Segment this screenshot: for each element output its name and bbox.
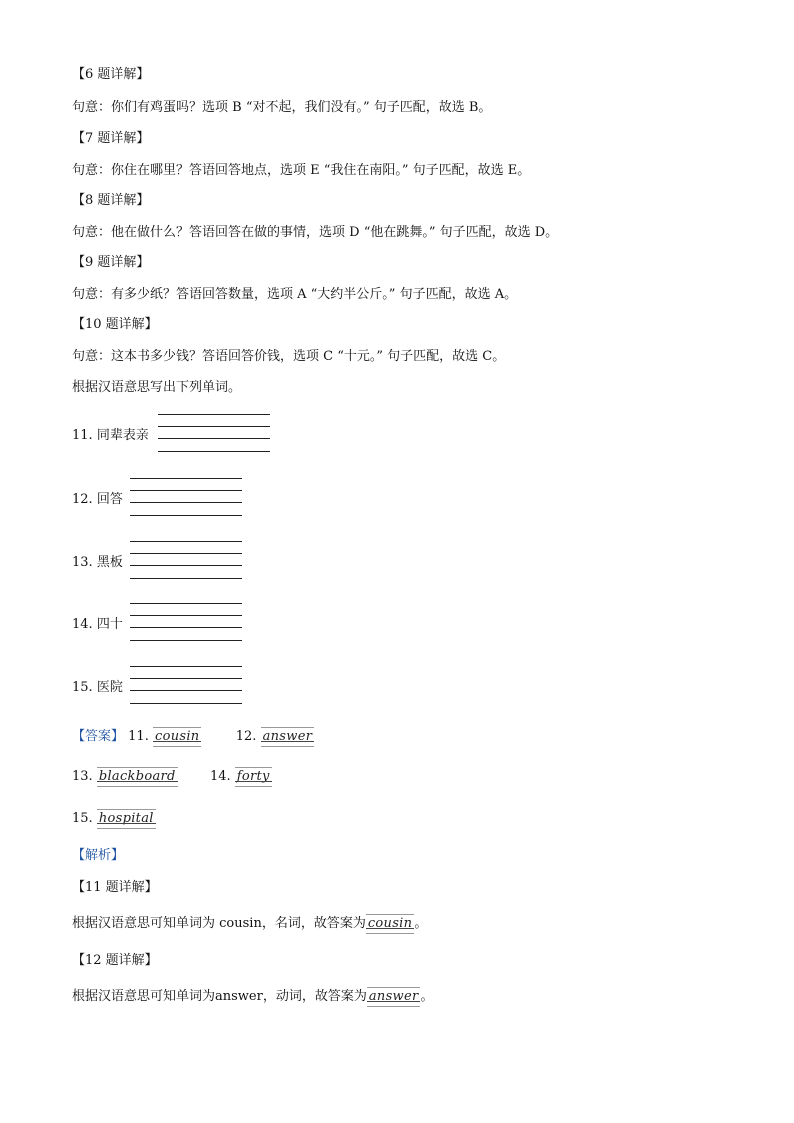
- answer-row-2: [72, 768, 272, 786]
- answer-handwriting: cousin: [154, 729, 200, 744]
- answer-handwriting: answer: [262, 729, 313, 744]
- answer-number: 11.: [128, 729, 149, 744]
- answer-row-1: [72, 728, 314, 746]
- answer-handwriting: forty: [236, 769, 270, 784]
- detail-10-text: 句意：这本书多少钱？答语回答价钱，选项 C “十元。” 句子匹配，故选 C。: [72, 349, 506, 364]
- exercise-number: 12.: [72, 492, 93, 507]
- exercise-number: 13.: [72, 555, 93, 570]
- instruction-text: 根据汉语意思写出下列单词。: [72, 380, 242, 395]
- detail-8-text: 句意：他在做什么？答语回答在做的事情，选项 D “他在跳舞。” 句子匹配，故选 D。: [72, 225, 559, 240]
- exercise-number: 14.: [72, 617, 93, 632]
- writing-lines[interactable]: [130, 478, 242, 516]
- answer-number: 14.: [209, 769, 231, 784]
- answer-handwriting: blackboard: [98, 769, 176, 784]
- answer-number: 15.: [72, 811, 93, 826]
- answer-label: 【答案】: [72, 729, 125, 744]
- detail-7-heading: 【7 题详解】: [72, 131, 150, 146]
- exercise-word: 医院: [96, 680, 123, 695]
- answer-number: 13.: [72, 769, 93, 784]
- detail-9-text: 句意：有多少纸？答语回答数量，选项 A “大约半公斤。” 句子匹配，故选 A。: [72, 287, 518, 302]
- detail-10-heading: 【10 题详解】: [72, 317, 158, 332]
- exercise-word: 四十: [96, 617, 123, 632]
- detail-11-text: 根据汉语意思可知单词为 cousin，名词，故答案为 cousin 。: [72, 916, 428, 931]
- writing-lines[interactable]: [158, 414, 270, 452]
- exercise-word: 黑板: [96, 555, 123, 570]
- exercise-number: 11.: [72, 428, 93, 443]
- detail-6-heading: 【6 题详解】: [72, 67, 150, 82]
- exercise-word: 回答: [96, 492, 123, 507]
- exercise-word: 同辈表亲: [96, 428, 149, 443]
- detail-12-text: 根据汉语意思可知单词为answer，动词，故答案为 answer 。: [72, 989, 434, 1004]
- detail-11-heading: 【11 题详解】: [72, 880, 158, 895]
- detail-9-heading: 【9 题详解】: [72, 255, 150, 270]
- detail-8-heading: 【8 题详解】: [72, 193, 150, 208]
- answer-row-3: [72, 810, 156, 828]
- detail-7-text: 句意：你住在哪里？答语回答地点，选项 E “我住在南阳。” 句子匹配，故选 E。: [72, 163, 531, 178]
- inline-answer-handwriting: cousin: [367, 916, 413, 931]
- analysis-label: 【解析】: [72, 848, 125, 863]
- answer-number: 12.: [235, 729, 257, 744]
- detail-6-text: 句意：你们有鸡蛋吗？选项 B “对不起，我们没有。” 句子匹配，故选 B。: [72, 100, 492, 115]
- writing-lines[interactable]: [130, 541, 242, 579]
- inline-answer-handwriting: answer: [368, 989, 419, 1004]
- writing-lines[interactable]: [130, 603, 242, 641]
- answer-handwriting: hospital: [98, 811, 154, 826]
- detail-12-heading: 【12 题详解】: [72, 953, 158, 968]
- exercise-number: 15.: [72, 680, 93, 695]
- writing-lines[interactable]: [130, 666, 242, 704]
